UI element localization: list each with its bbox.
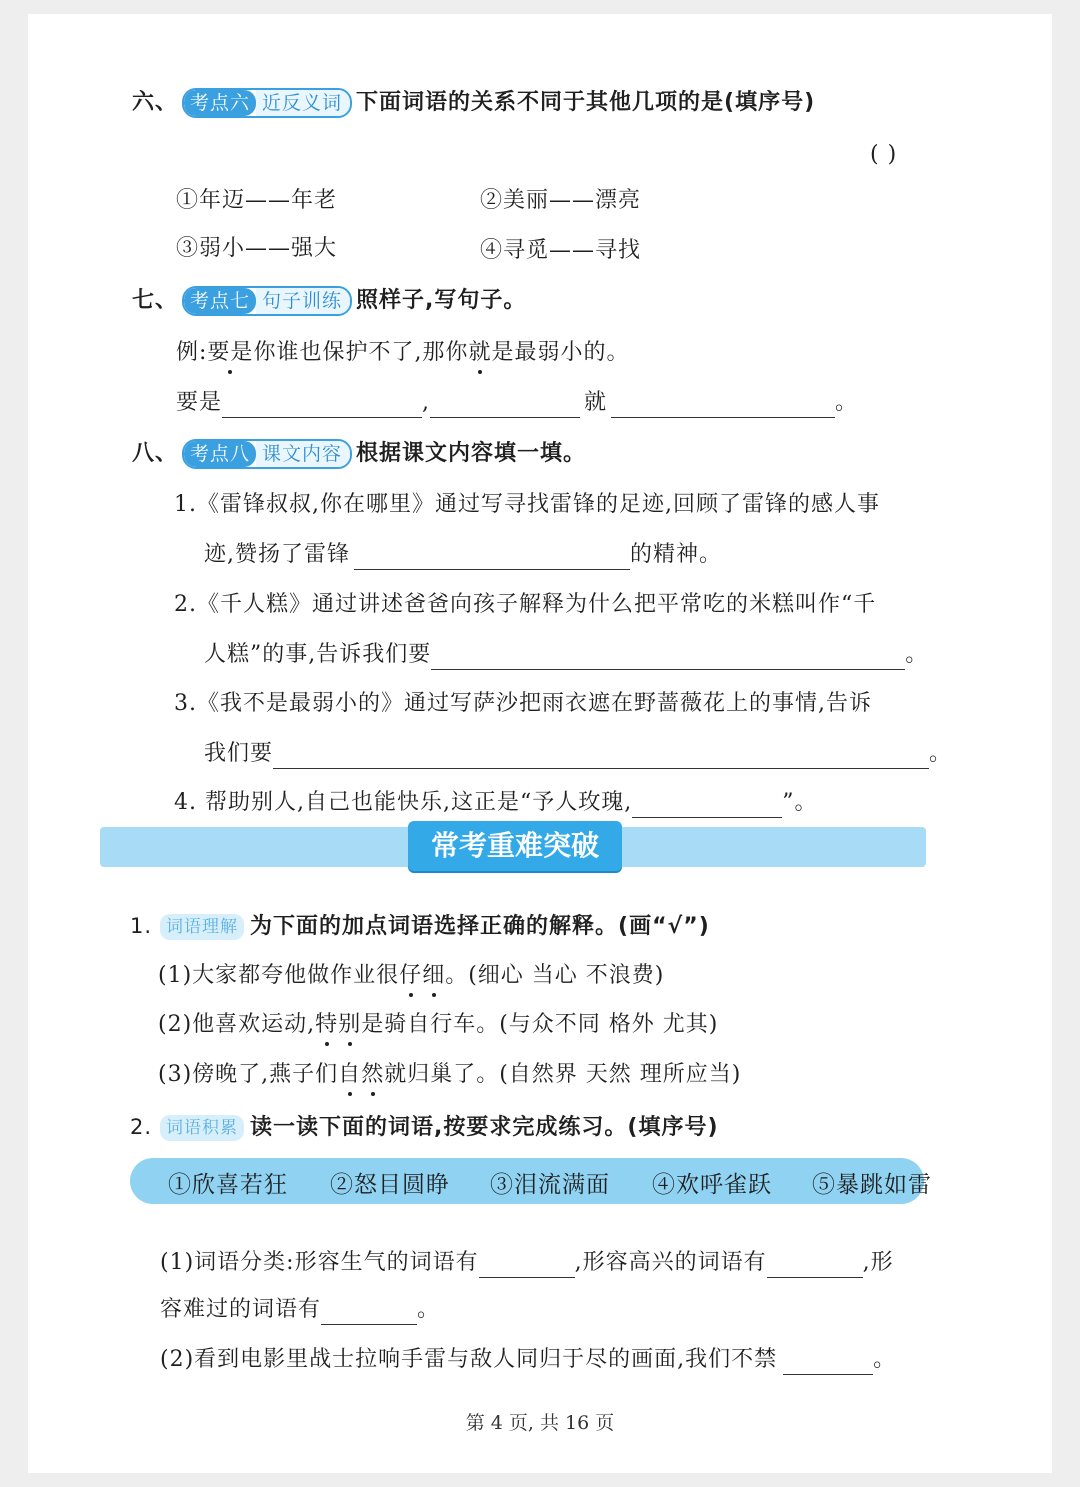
- section8-q1-line1: 1.《雷锋叔叔,你在哪里》通过写寻找雷锋的足迹,回顾了雷锋的感人事: [174, 492, 880, 517]
- section-banner-title: 常考重难突破: [408, 821, 622, 871]
- word-1: ①欣喜若狂: [168, 1172, 288, 1198]
- sub1-text-e: 。: [417, 1297, 441, 1322]
- sub2-end: 。: [873, 1347, 897, 1372]
- section6-tag: [182, 88, 352, 118]
- fill-blank-2[interactable]: [430, 393, 580, 418]
- section7-instruction: 照样子,写句子。: [356, 288, 527, 313]
- item3-choices[interactable]: 就归巢了。(自然界 天然 理所应当): [384, 1062, 742, 1087]
- part1-instruction: 为下面的加点词语选择正确的解释。(画“√”): [250, 914, 710, 939]
- sub2-text: (2)看到电影里战士拉响手雷与敌人同归于尽的画面,我们不禁: [160, 1347, 778, 1372]
- part1-item-3: [158, 1060, 741, 1090]
- item3-keyword: 自然: [338, 1062, 384, 1087]
- part1-item-2: [158, 1010, 718, 1040]
- section7-tag-topic: 句子训练: [256, 288, 350, 314]
- word-2: ②怒目圆睁: [330, 1172, 450, 1198]
- fill-blank-1[interactable]: [222, 393, 422, 418]
- part2-heading: [130, 1112, 719, 1143]
- section8-instruction: 根据课文内容填一填。: [356, 441, 587, 466]
- section6-number: 六、: [132, 90, 179, 115]
- sub1-text-b: ,形容高兴的词语有: [574, 1250, 767, 1275]
- page-number-footer: 第 4 页, 共 16 页: [465, 1412, 615, 1434]
- q2-end: 。: [905, 642, 929, 667]
- example-end: 是最弱小的。: [491, 340, 630, 365]
- section6-option-2: ②美丽——漂亮: [480, 188, 642, 213]
- example-middle: 你谁也保护不了,那你: [253, 340, 469, 365]
- q2-blank[interactable]: [431, 645, 905, 670]
- fill-blank-3[interactable]: [611, 393, 835, 418]
- sad-words-blank[interactable]: [321, 1300, 417, 1325]
- q1-text: 迹,赞扬了雷锋: [204, 542, 350, 567]
- part1-tag: 词语理解: [160, 914, 244, 940]
- part1-heading: [130, 911, 710, 942]
- part2-instruction: 读一读下面的词语,按要求完成练习。(填序号): [250, 1115, 719, 1140]
- q3-end: 。: [929, 741, 953, 766]
- part2-sub1-line1: [160, 1248, 894, 1278]
- section8-q2-line1: 2.《千人糕》通过讲述爸爸向孩子解释为什么把平常吃的米糕叫作“千: [174, 592, 877, 617]
- section6-heading: [132, 88, 815, 118]
- sub1-text-d: 容难过的词语有: [160, 1297, 322, 1322]
- item3-text: (3)傍晚了,燕子们: [158, 1062, 339, 1087]
- example-prefix: 例:: [176, 340, 208, 365]
- q1-end: 的精神。: [630, 542, 723, 567]
- fill-jiu: 就: [584, 390, 608, 415]
- section8-tag: [182, 439, 352, 469]
- q1-blank[interactable]: [354, 545, 630, 570]
- section8-heading: [132, 439, 586, 469]
- section8-q3-line2: [204, 739, 952, 769]
- section6-tag-topic: 近反义词: [256, 90, 350, 116]
- section8-tag-topic: 课文内容: [256, 441, 350, 467]
- fill-period: 。: [835, 390, 859, 415]
- section8-number: 八、: [132, 441, 179, 466]
- item2-keyword: 特别: [315, 1012, 361, 1037]
- part2-number: 2.: [130, 1115, 153, 1139]
- happy-words-blank[interactable]: [767, 1253, 863, 1278]
- section6-instruction: 下面词语的关系不同于其他几项的是(填序号): [356, 90, 816, 115]
- section7-tag: [182, 286, 352, 316]
- item1-choices[interactable]: 。(细心 当心 不浪费): [445, 963, 665, 988]
- part2-sub1-line2: [160, 1295, 440, 1325]
- word-4: ④欢呼雀跃: [652, 1172, 772, 1198]
- q3-text: 我们要: [204, 741, 274, 766]
- part2-tag: 词语积累: [160, 1115, 244, 1141]
- section6-option-1: ①年迈——年老: [176, 188, 338, 213]
- item2-text: (2)他喜欢运动,: [158, 1012, 316, 1037]
- sub1-text-c: ,形: [862, 1250, 894, 1275]
- item2-choices[interactable]: 是骑自行车。(与众不同 格外 尤其): [361, 1012, 719, 1037]
- section8-tag-key: 考点八: [184, 441, 256, 467]
- section8-q4: [174, 788, 817, 818]
- part1-item-1: [158, 961, 664, 991]
- q4-text: 4. 帮助别人,自己也能快乐,这正是“予人玫瑰,: [174, 790, 633, 815]
- part2-sub2: [160, 1345, 896, 1375]
- section8-q1-line2: [204, 540, 722, 570]
- section6-answer-paren[interactable]: ( ): [870, 142, 898, 167]
- section6-tag-key: 考点六: [184, 90, 256, 116]
- section7-fill-line: [176, 388, 858, 418]
- word-5: ⑤暴跳如雷: [812, 1172, 932, 1198]
- word-3: ③泪流满面: [490, 1172, 610, 1198]
- fill-comma: ,: [422, 390, 431, 415]
- section7-example: [176, 338, 629, 368]
- section8-q2-line2: [204, 640, 928, 670]
- example-keyword-yaoshi: 要是: [207, 338, 253, 368]
- fill-yaoshi: 要是: [176, 390, 223, 415]
- section8-q3-line1: 3.《我不是最弱小的》通过写萨沙把雨衣遮在野蔷薇花上的事情,告诉: [174, 691, 872, 716]
- q4-end: ”。: [782, 790, 818, 815]
- item1-text: (1)大家都夸他做作业很: [158, 963, 400, 988]
- q3-blank[interactable]: [273, 744, 929, 769]
- q4-blank[interactable]: [632, 793, 782, 818]
- section7-tag-key: 考点七: [184, 288, 256, 314]
- section6-option-4: ④寻觅——寻找: [480, 238, 642, 263]
- sub2-blank[interactable]: [783, 1350, 873, 1375]
- section7-heading: [132, 286, 526, 316]
- q2-text: 人糕”的事,告诉我们要: [204, 642, 432, 667]
- section6-option-3: ③弱小——强大: [176, 236, 338, 261]
- part1-number: 1.: [130, 914, 153, 938]
- angry-words-blank[interactable]: [479, 1253, 575, 1278]
- sub1-text-a: (1)词语分类:形容生气的词语有: [160, 1250, 479, 1275]
- section7-number: 七、: [132, 288, 179, 313]
- example-keyword-jiu: 就: [468, 338, 491, 368]
- item1-keyword: 仔细: [399, 963, 445, 988]
